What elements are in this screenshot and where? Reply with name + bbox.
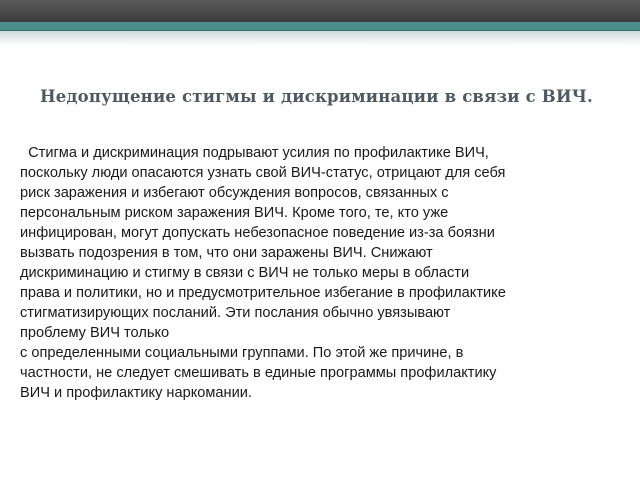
header-divider — [0, 30, 640, 31]
body-line: ВИЧ и профилактику наркомании. — [20, 385, 252, 401]
body-line: частности, не следует смешивать в единые программы профилактику — [20, 365, 497, 381]
body-line: с определенными социальными группами. По этой же причине, в — [20, 345, 464, 361]
body-line: Стигма и дискриминация подрывают усилия по профилактике ВИЧ, — [20, 145, 489, 161]
body-line: вызвать подозрения в том, что они заражены ВИЧ. Снижают — [20, 245, 433, 261]
body-line: стигматизирующих посланий. Эти послания обычно увязывают — [20, 305, 451, 321]
body-line: права и политики, но и предусмотрительное избегание в профилактике — [20, 285, 506, 301]
header-teal-band — [0, 22, 640, 30]
body-line: персональным риском заражения ВИЧ. Кроме того, те, кто уже — [20, 205, 449, 221]
slide-body-text — [20, 143, 620, 403]
header-dark-band — [0, 0, 640, 22]
body-line: проблему ВИЧ только — [20, 325, 170, 341]
body-line: риск заражения и избегают обсуждения вопросов, связанных с — [20, 185, 449, 201]
body-line: инфицирован, могут допускать небезопасное поведение из-за боязни — [20, 225, 495, 241]
header-shadow — [0, 30, 640, 46]
slide-title: Недопущение стигмы и дискриминации в связи с ВИЧ. — [40, 87, 593, 106]
body-line: дискриминацию и стигму в связи с ВИЧ не только меры в области — [20, 265, 470, 281]
body-line: поскольку люди опасаются узнать свой ВИЧ-статус, отрицают для себя — [20, 165, 506, 181]
